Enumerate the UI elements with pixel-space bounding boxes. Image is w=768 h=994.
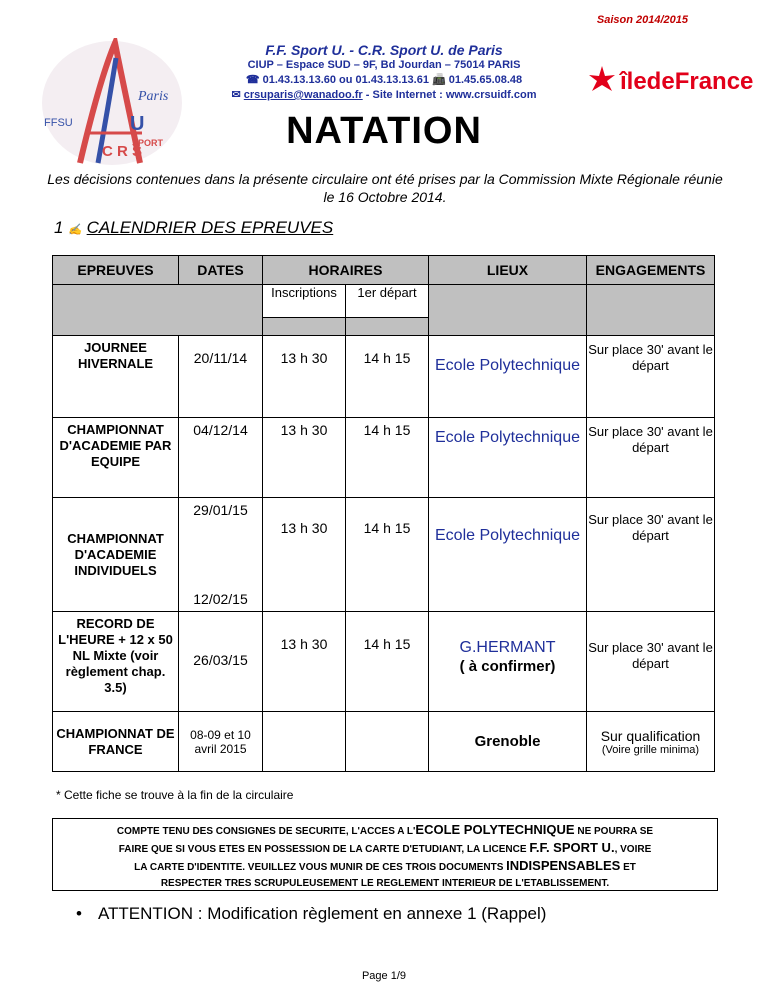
section-heading xyxy=(54,218,333,238)
cell-epreuve: RECORD DE L'HEURE + 12 x 50 NL Mixte (voir règlement chap. 3.5) xyxy=(53,612,179,712)
cell-depart: 14 h 15 xyxy=(346,612,429,712)
cell-depart xyxy=(346,712,429,772)
table-row xyxy=(53,336,715,418)
cell-depart: 14 h 15 xyxy=(346,418,429,498)
cell-inscription: 13 h 30 xyxy=(263,498,346,612)
section-title: CALENDRIER DES EPREUVES xyxy=(86,218,334,237)
section-number: 1 xyxy=(54,218,64,237)
lieu-name: G.HERMANT xyxy=(459,639,556,656)
date-start: 29/01/15 xyxy=(193,502,248,518)
fax-number: 01.45.65.08.48 xyxy=(448,74,523,86)
org-address: CIUP – Espace SUD – 9F, Bd Jourdan – 75014 PARIS xyxy=(247,59,521,71)
cell-inscription: 13 h 30 xyxy=(263,418,346,498)
cell-epreuve: JOURNEE HIVERNALE xyxy=(53,336,179,418)
cell-inscription xyxy=(263,712,346,772)
warning-text: RESPECTER TRES SCRUPULEUSEMENT LE REGLEMENT INTERIEUR DE L'ETABLISSEMENT. xyxy=(160,878,610,889)
grey-cell xyxy=(346,318,429,336)
cell-date: 20/11/14 xyxy=(179,336,263,418)
cell-engagement: Sur place 30' avant le départ xyxy=(587,336,715,418)
cell-engagement: Sur place 30' avant le départ xyxy=(587,418,715,498)
paris-logo-text: Paris xyxy=(138,89,169,104)
org-name: F.F. Sport U. - C.R. Sport U. de Paris xyxy=(265,42,503,58)
cell-epreuve: CHAMPIONNAT D'ACADEMIE PAR EQUIPE xyxy=(53,418,179,498)
warning-text: ET xyxy=(620,862,636,873)
cell-lieu: Ecole Polytechnique xyxy=(429,498,587,612)
cell-inscription: 13 h 30 xyxy=(263,336,346,418)
warning-emphasis: INDISPENSABLES xyxy=(506,858,621,873)
cell-lieu: Ecole Polytechnique xyxy=(429,336,587,418)
header-dates: DATES xyxy=(179,256,263,285)
cell-lieu xyxy=(429,612,587,712)
table-row xyxy=(53,712,715,772)
cell-epreuve: CHAMPIONNAT D'ACADEMIE INDIVIDUELS xyxy=(53,498,179,612)
engagement-sub: (Voire grille minima) xyxy=(601,743,700,756)
cell-lieu: Ecole Polytechnique xyxy=(429,418,587,498)
header-engagements: ENGAGEMENTS xyxy=(587,256,715,285)
subheader-inscriptions: Inscriptions xyxy=(263,285,346,318)
warning-text: NE POURRA SE xyxy=(574,826,654,837)
cell-engagement: Sur place 30' avant le départ xyxy=(587,498,715,612)
security-warning-box xyxy=(52,818,718,891)
u-logo-text: U xyxy=(130,113,145,135)
iledefrance-logo-text: îledeFrance xyxy=(620,68,753,95)
warning-emphasis: ECOLE POLYTECHNIQUE xyxy=(415,822,575,837)
cell-date xyxy=(179,498,263,612)
sport-logo-text: SPORT xyxy=(132,138,164,148)
warning-emphasis: F.F. SPORT U. xyxy=(529,840,615,855)
footnote: * Cette fiche se trouve à la fin de la circulaire xyxy=(56,788,294,802)
pen-icon: ✍ xyxy=(68,224,82,236)
table-row xyxy=(53,498,715,612)
header-epreuves: EPREUVES xyxy=(53,256,179,285)
bullet-icon: • xyxy=(76,904,82,923)
intro-text: Les décisions contenues dans la présente circulaire ont été prises par la Commission Mixte Régionale réunie le 16 Octobre 2014. xyxy=(47,171,723,205)
grey-cell xyxy=(263,318,346,336)
warning-text: LA CARTE D'IDENTITE. VEUILLEZ VOUS MUNIR DE CES TROIS DOCUMENTS xyxy=(134,862,507,873)
email-link[interactable]: crsuparis@wanadoo.fr xyxy=(243,89,363,101)
cell-date: 04/12/14 xyxy=(179,418,263,498)
cell-depart: 14 h 15 xyxy=(346,498,429,612)
warning-text: COMPTE TENU DES CONSIGNES DE SECURITE, L'ACCES A L' xyxy=(116,826,416,837)
header-lieux: LIEUX xyxy=(429,256,587,285)
attention-text: ATTENTION : Modification règlement en annexe 1 (Rappel) xyxy=(97,904,547,923)
cell-lieu: Grenoble xyxy=(429,712,587,772)
grey-cell xyxy=(429,285,587,336)
cell-engagement xyxy=(587,712,715,772)
cell-date: 08-09 et 10 avril 2015 xyxy=(179,712,263,772)
grey-cell xyxy=(53,285,263,336)
cell-inscription: 13 h 30 xyxy=(263,612,346,712)
iledefrance-logo xyxy=(588,64,753,96)
table-row xyxy=(53,612,715,712)
warning-text: , VOIRE xyxy=(614,844,652,855)
phone-numbers: 01.43.13.13.60 ou 01.43.13.13.61 xyxy=(262,74,429,86)
email-icon: ✉ xyxy=(231,89,241,101)
cell-epreuve: CHAMPIONNAT DE FRANCE xyxy=(53,712,179,772)
cell-date: 26/03/15 xyxy=(179,612,263,712)
table-row xyxy=(53,418,715,498)
date-end: 12/02/15 xyxy=(193,591,248,607)
page-title: NATATION xyxy=(286,110,482,152)
attention-bullet xyxy=(76,904,546,924)
cell-engagement: Sur place 30' avant le départ xyxy=(587,612,715,712)
crs-logo-text: C R S xyxy=(102,143,143,160)
subheader-depart: 1er départ xyxy=(346,285,429,318)
fax-icon: 📠 xyxy=(432,74,446,86)
lieu-note: ( à confirmer) xyxy=(459,658,556,675)
engagement-main: Sur qualification xyxy=(600,727,701,744)
header-horaires: HORAIRES xyxy=(263,256,429,285)
website-text: - Site Internet : www.crsuidf.com xyxy=(362,89,537,101)
ffsu-logo-text: FFSU xyxy=(44,117,73,129)
phone-icon: ☎ xyxy=(245,74,260,86)
season-label: Saison 2014/2015 xyxy=(596,14,688,26)
warning-text: FAIRE QUE SI VOUS ETES EN POSSESSION DE LA CARTE D'ETUDIANT, LA LICENCE xyxy=(118,844,530,855)
cell-depart: 14 h 15 xyxy=(346,336,429,418)
grey-cell xyxy=(587,285,715,336)
calendar-table xyxy=(52,255,715,772)
page-number: Page 1/9 xyxy=(361,970,407,982)
